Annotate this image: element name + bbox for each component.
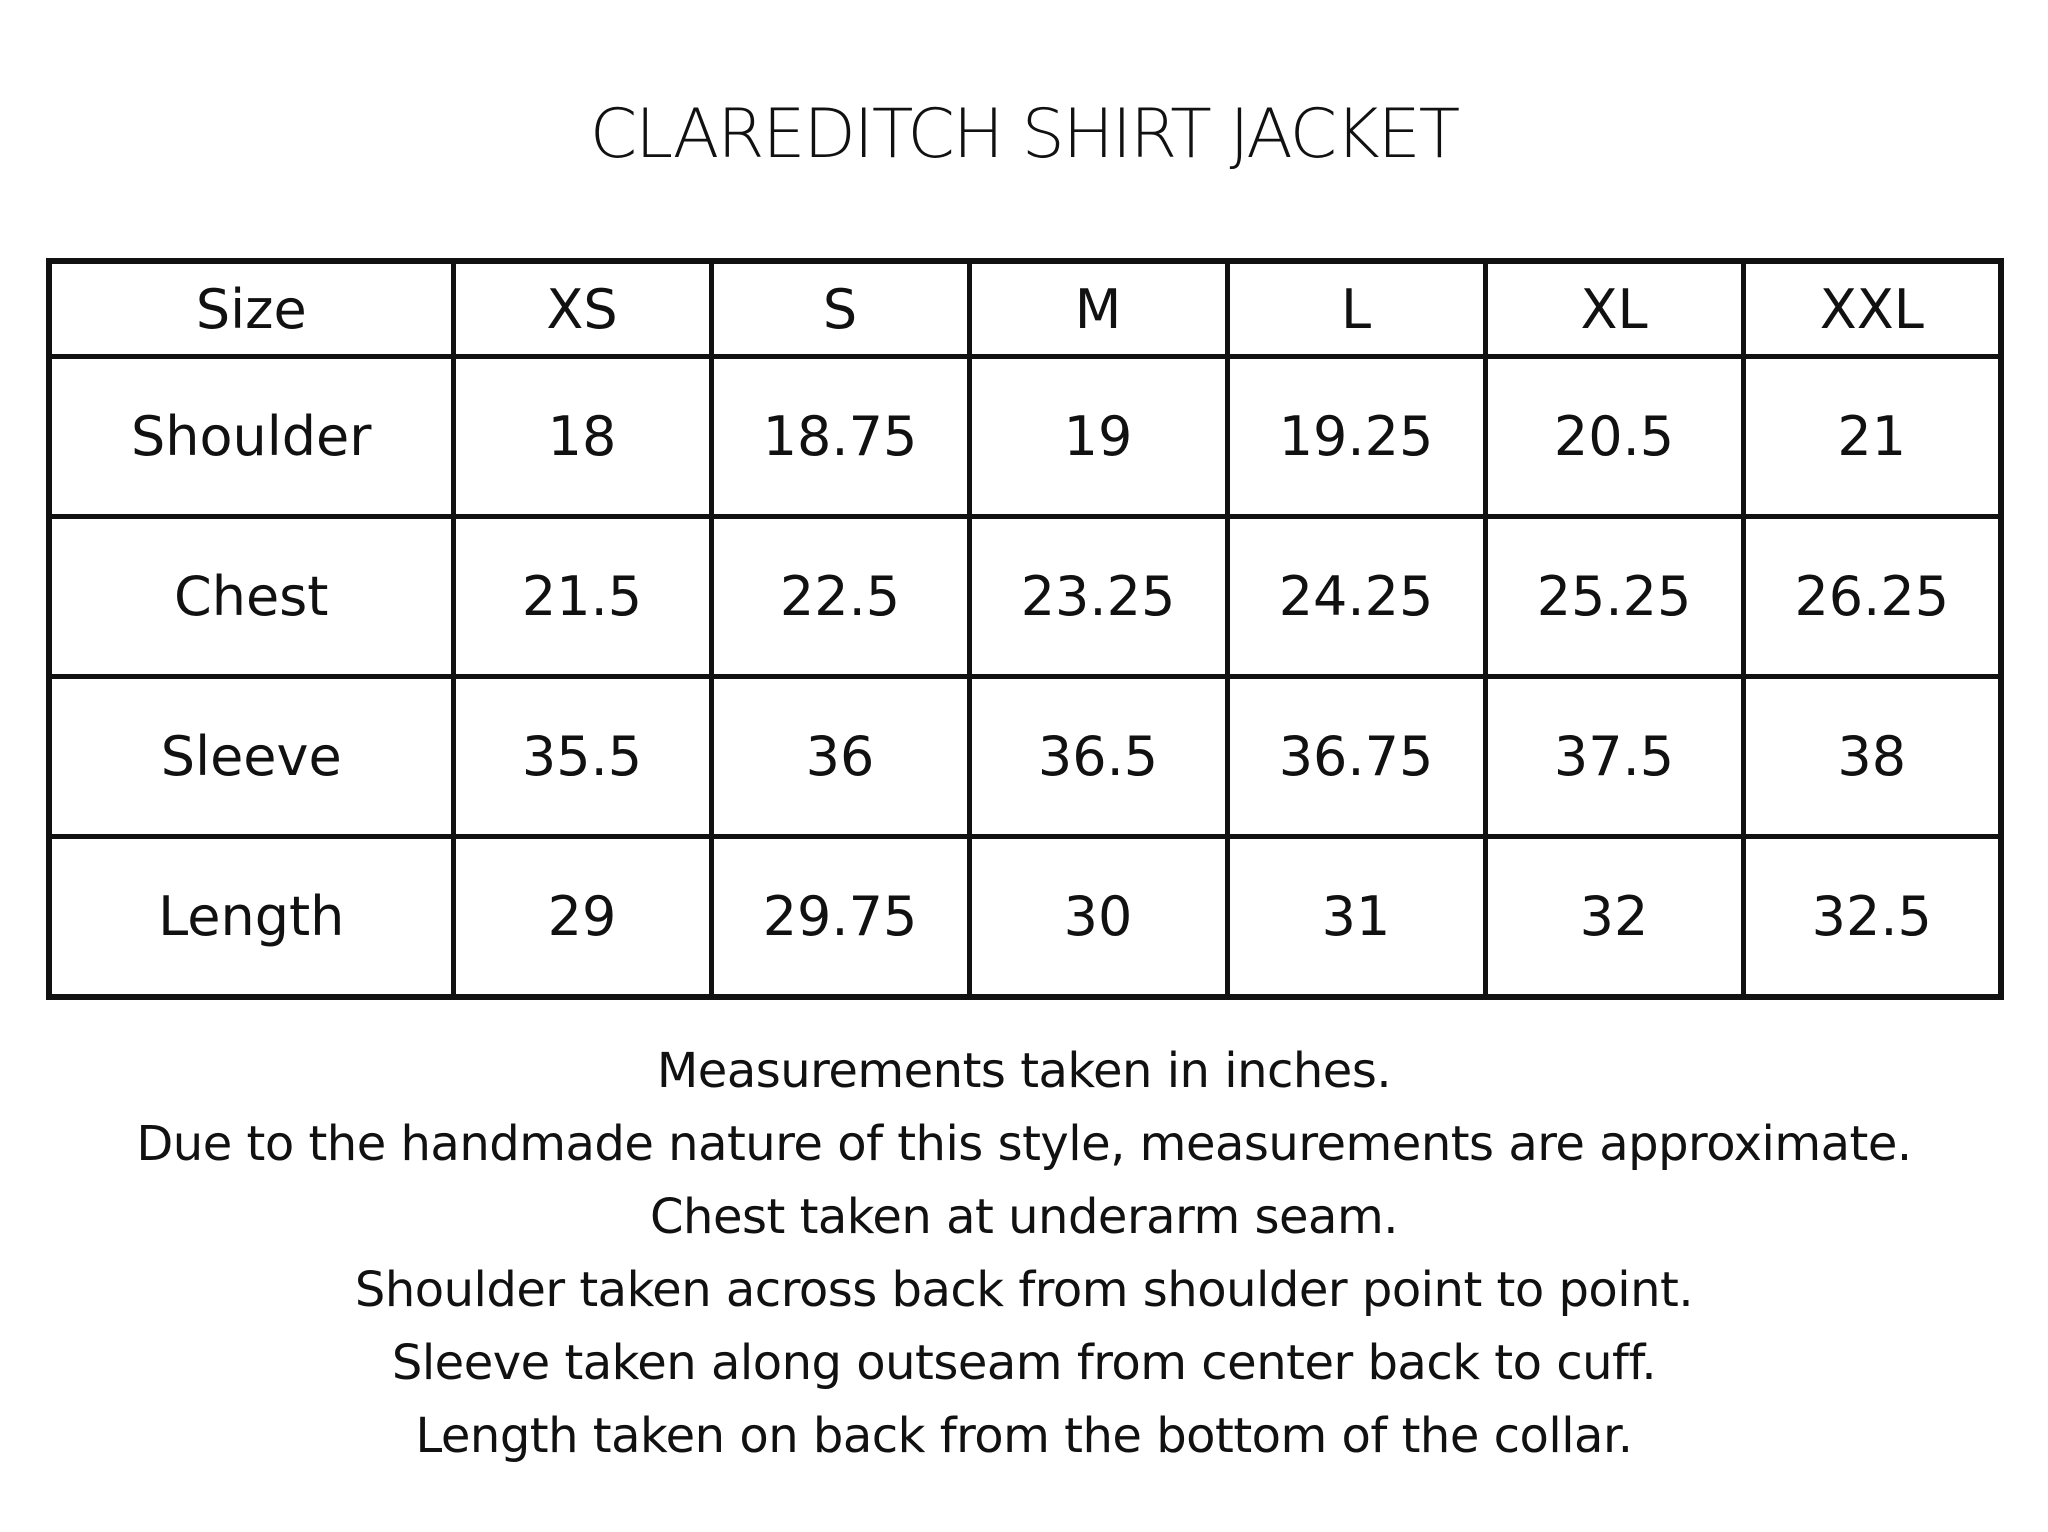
table-cell: 29	[453, 837, 711, 998]
table-cell: 22.5	[711, 517, 969, 677]
note-line: Chest taken at underarm seam.	[650, 1189, 1398, 1245]
table-cell: 29.75	[711, 837, 969, 998]
table-cell: 18	[453, 357, 711, 517]
header-cell-l: L	[1227, 261, 1485, 357]
measurement-notes	[0, 1035, 2048, 1473]
row-label: Chest	[49, 517, 453, 677]
table-cell: 18.75	[711, 357, 969, 517]
table-cell: 25.25	[1485, 517, 1743, 677]
size-chart-table	[46, 258, 2004, 1000]
row-label: Sleeve	[49, 677, 453, 837]
table-cell: 32.5	[1743, 837, 2001, 998]
header-cell-m: M	[969, 261, 1227, 357]
note-line: Length taken on back from the bottom of the collar.	[415, 1408, 1633, 1464]
table-cell: 35.5	[453, 677, 711, 837]
table-cell: 23.25	[969, 517, 1227, 677]
table-header-row	[49, 261, 2001, 357]
table-cell: 19	[969, 357, 1227, 517]
row-label: Shoulder	[49, 357, 453, 517]
table-row-sleeve	[49, 677, 2001, 837]
page-title: CLAREDITCH SHIRT JACKET	[589, 95, 1459, 174]
table-cell: 31	[1227, 837, 1485, 998]
note-line: Shoulder taken across back from shoulder point to point.	[354, 1262, 1694, 1318]
row-label: Length	[49, 837, 453, 998]
table-cell: 32	[1485, 837, 1743, 998]
header-cell-size: Size	[49, 261, 453, 357]
note-line: Due to the handmade nature of this style, measurements are approximate.	[136, 1116, 1912, 1172]
table-row-length	[49, 837, 2001, 998]
table-cell: 37.5	[1485, 677, 1743, 837]
header-cell-xl: XL	[1485, 261, 1743, 357]
table-cell: 26.25	[1743, 517, 2001, 677]
note-line: Sleeve taken along outseam from center back to cuff.	[391, 1335, 1657, 1391]
table-cell: 30	[969, 837, 1227, 998]
table-cell: 21	[1743, 357, 2001, 517]
table-cell: 36.5	[969, 677, 1227, 837]
table-cell: 19.25	[1227, 357, 1485, 517]
table-cell: 38	[1743, 677, 2001, 837]
table-cell: 20.5	[1485, 357, 1743, 517]
header-cell-xs: XS	[453, 261, 711, 357]
note-line: Measurements taken in inches.	[656, 1043, 1392, 1099]
table-cell: 24.25	[1227, 517, 1485, 677]
header-cell-s: S	[711, 261, 969, 357]
table-row-shoulder	[49, 357, 2001, 517]
table-cell: 36	[711, 677, 969, 837]
table-row-chest	[49, 517, 2001, 677]
table-cell: 36.75	[1227, 677, 1485, 837]
table-cell: 21.5	[453, 517, 711, 677]
header-cell-xxl: XXL	[1743, 261, 2001, 357]
